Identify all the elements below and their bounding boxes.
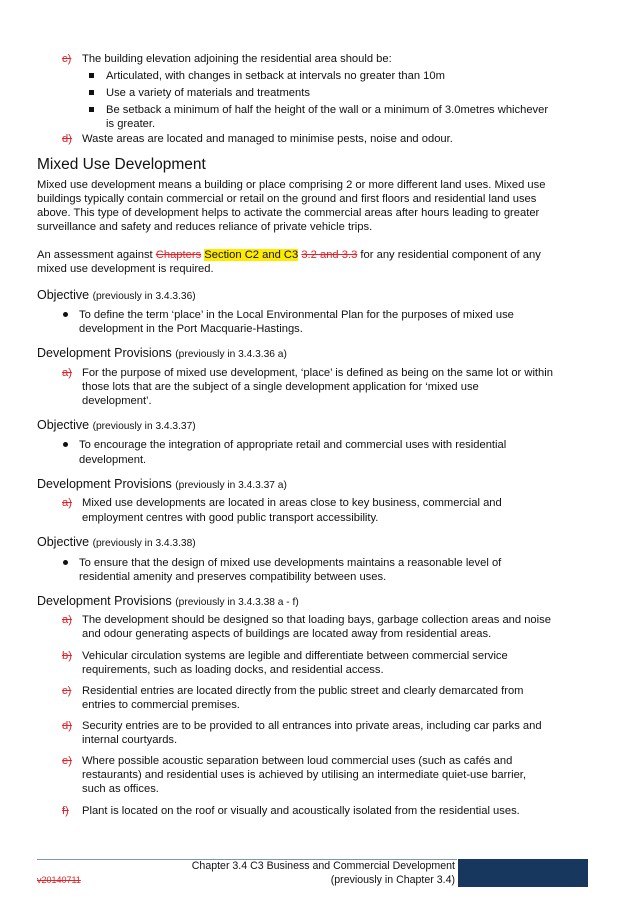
text-run: An assessment against — [37, 249, 156, 261]
subheading — [37, 288, 196, 304]
list-item-text: Waste areas are located and managed to minimise pests, noise and odour. — [82, 133, 453, 145]
version-label: v20140711 — [37, 875, 81, 885]
subheading-ref: (previously in 3.4.3.38) — [92, 538, 196, 549]
bullet-text: To define the term ‘place’ in the Local Environmental Plan for the purposes of mixed use — [79, 309, 514, 321]
paragraph-line: buildings typically contain commercial or retail on the ground and first floors and residential land uses — [37, 193, 537, 205]
list-item-text: employment centres with good public transport accessibility. — [82, 512, 379, 524]
list-item-text: such as offices. — [82, 783, 159, 795]
subheading-ref: (previously in 3.4.3.38 a - f) — [175, 597, 299, 608]
list-item-text: and odour generating aspects of buildings are located away from residential areas. — [82, 628, 492, 640]
list-marker: a) — [62, 497, 72, 509]
list-item-text: The building elevation adjoining the residential area should be: — [82, 53, 392, 65]
subheading-title: Objective — [37, 288, 90, 302]
paragraph-line: mixed use development is required. — [37, 263, 214, 275]
subheading-title: Development Provisions — [37, 346, 172, 360]
list-item-text: those lots that are the subject of a single development application for ‘mixed use — [82, 381, 479, 393]
subheading-ref: (previously in 3.4.3.37 a) — [175, 480, 287, 491]
list-item-text: Plant is located on the roof or visually and acoustically isolated from the residential uses. — [82, 805, 520, 817]
list-marker: e) — [62, 755, 72, 767]
list-item-text: entries to commercial premises. — [82, 699, 240, 711]
bullet-icon — [63, 442, 68, 447]
list-marker: a) — [62, 614, 72, 626]
subheading-ref: (previously in 3.4.3.36 a) — [175, 349, 287, 360]
highlighted-text: Section C2 and C3 — [204, 249, 299, 261]
bullet-text: Articulated, with changes in setback at intervals no greater than 10m — [106, 70, 445, 82]
bullet-text: development. — [79, 454, 147, 466]
list-item-text: Vehicular circulation systems are legible and differentiate between commercial service — [82, 650, 508, 662]
bullet-icon — [63, 312, 68, 317]
square-bullet-icon — [89, 107, 94, 112]
section-heading: Mixed Use Development — [37, 156, 206, 173]
bullet-text: Be setback a minimum of half the height of the wall or a minimum of 3.0metres whichever — [106, 104, 549, 116]
bullet-text: Use a variety of materials and treatments — [106, 87, 310, 99]
deleted-text: Chapters — [155, 249, 202, 261]
subheading — [37, 346, 287, 362]
list-marker: d) — [62, 133, 72, 145]
list-item-text: The development should be designed so that loading bays, garbage collection areas and noise — [82, 614, 551, 626]
subheading — [37, 594, 299, 610]
paragraph-line: Mixed use development means a building or place comprising 2 or more different land uses. Mixed use — [37, 179, 546, 191]
subheading-title: Development Provisions — [37, 477, 172, 491]
list-item-text: Mixed use developments are located in areas close to key business, commercial and — [82, 497, 502, 509]
list-marker: f) — [62, 805, 69, 817]
subheading — [37, 418, 196, 434]
paragraph-line: surveillance and safety and reduces reliance of private vehicle trips. — [37, 221, 373, 233]
list-item-text: Security entries are to be provided to all entrances into private areas, including car parks and — [82, 720, 542, 732]
bullet-text: development in the Port Macquarie-Hastings. — [79, 323, 303, 335]
list-marker: b) — [62, 650, 72, 662]
list-item-text: restaurants) and residential uses is achieved by utilising an intermediate quiet-use barrier, — [82, 769, 527, 781]
subheading-ref: (previously in 3.4.3.37) — [92, 421, 196, 432]
deleted-text: 3.2 and 3.3 — [301, 249, 358, 261]
square-bullet-icon — [89, 90, 94, 95]
list-item-text: internal courtyards. — [82, 734, 178, 746]
bullet-text: To ensure that the design of mixed use developments maintains a reasonable level of — [79, 557, 502, 569]
bullet-text: residential amenity and preserves compatibility between uses. — [79, 571, 387, 583]
list-item-text: development’. — [82, 395, 152, 407]
text-run: for any residential component of any — [357, 249, 541, 261]
subheading — [37, 535, 196, 551]
paragraph-line: above. This type of development helps to activate the commercial areas after hours leading to greater — [37, 207, 540, 219]
bullet-text: To encourage the integration of appropriate retail and commercial uses with residential — [79, 439, 507, 451]
subheading — [37, 477, 287, 493]
subheading-ref: (previously in 3.4.3.36) — [92, 291, 196, 302]
bullet-text: is greater. — [106, 118, 156, 130]
bullet-icon — [63, 560, 68, 565]
subheading-title: Objective — [37, 535, 90, 549]
list-item-text: Where possible acoustic separation between loud commercial uses (such as cafés and — [82, 755, 513, 767]
subheading-title: Development Provisions — [37, 594, 172, 608]
list-marker: c) — [62, 53, 72, 65]
list-marker: d) — [62, 720, 72, 732]
list-item-text: requirements, such as loading docks, and residential access. — [82, 664, 384, 676]
footer-color-block — [458, 859, 588, 887]
assessment-paragraph — [37, 248, 541, 262]
list-marker: a) — [62, 367, 72, 379]
subheading-title: Objective — [37, 418, 90, 432]
list-marker: c) — [62, 685, 72, 697]
square-bullet-icon — [89, 73, 94, 78]
footer-chapter-title: Chapter 3.4 C3 Business and Commercial Development — [191, 860, 455, 872]
footer-chapter-subtitle: (previously in Chapter 3.4) — [330, 874, 455, 886]
list-item-text: For the purpose of mixed use development, ‘place’ is defined as being on the same lot or within — [82, 367, 553, 379]
list-item-text: Residential entries are located directly from the public street and clearly demarcated from — [82, 685, 524, 697]
